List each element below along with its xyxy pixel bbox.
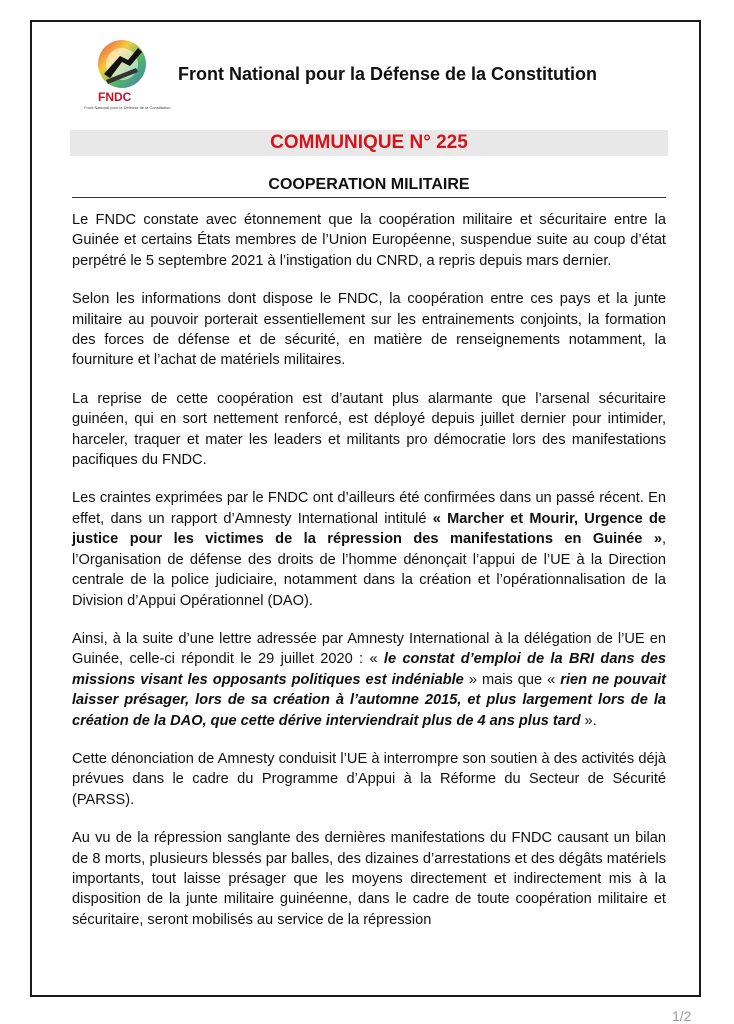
subject-heading: COOPERATION MILITAIRE [72,176,666,198]
paragraph-5-mid: » mais que « [463,671,561,688]
report-title: « Marcher et Mourir, Urgence de justice pour les victimes de la répression des manifestations en Guinée » [72,510,666,548]
paragraph-4-rest: , l’Organisation de défense des droits de l’homme dénonçait l’appui de l’UE à la Direction centrale de la police judiciaire, notamment dans la création et l’opérationnalisation de la Division d’Appui Opérationnel (DAO). [72,531,666,609]
quote-1: le constat d’emploi de la BRI dans des missions visant les opposants politiques est indéniable [72,651,666,688]
paragraph-4-intro: Les craintes exprimées par le FNDC ont d’ailleurs été confirmées dans un passé récent. En effet, dans un rapport d’Amnesty International intitulé [72,490,666,527]
paragraph-5-intro: Ainsi, à la suite d’une lettre adressée par Amnesty International à la délégation de l’UE en Guinée, celle-ci répondit le 29 juillet 2020 : « [72,630,666,668]
paragraph-2: Selon les informations dont dispose le FNDC, la coopération entre ces pays et la junte militaire au pouvoir porterait essentiellement sur les entrainements conjoints, la formation des forces de défense et de sécurité, en matière de renseignements notamment, la fourniture et l’achat de matériels militaires. [72,291,666,369]
quote-2: rien ne pouvait laisser présager, lors de sa création à l’automne 2015, et plus largement lors de la création de la DAO, que cette dérive interviendrait plus de 4 ans plus tard [72,671,667,729]
page-frame [30,20,701,997]
paragraph-1: Le FNDC constate avec étonnement que la coopération militaire et sécuritaire entre la Guinée et certains États membres de l’Union Européenne, suspendue suite au coup d’état perpétré le 5 septembre 2021 à l’instigation du CNRD, a repris depuis mars dernier. [72,212,666,269]
document-body [72,210,666,948]
organization-name: Front National pour la Défense de la Constitution [178,64,598,84]
paragraph-4 [72,488,666,610]
paragraph-5 [72,629,666,731]
paragraph-3: La reprise de cette coopération est d’autant plus alarmante que l’arsenal sécuritaire guinéen, qui en sort nettement renforcé, est déployé depuis juillet dernier pour intimider, harceler, traquer et mater les leaders et militants pro démocratie lors des manifestations pacifiques du FNDC. [72,390,666,469]
page-indicator: 1/2 [672,1008,692,1024]
logo-tagline: Front National pour la Défense de la Constitution [84,105,171,110]
paragraph-5-end: ». [580,712,597,729]
paragraph-7: Au vu de la répression sanglante des dernières manifestations du FNDC causant un bilan de 8 morts, plusieurs blessés par balles, des dizaines d’arrestations et des dégâts matériels importants, tout laisse présager que les moyens directement et indirectement mis à la disposition de la junte militaire guinéenne, dans le cadre de toute coopération militaire et sécuritaire, seront mobilisés au service de la répression [72,830,666,928]
logo-text: FNDC [98,90,132,104]
paragraph-6: Cette dénonciation de Amnesty conduisit l’UE à interrompre son soutien à des activités déjà prévues dans le cadre du Programme d’Appui à la Réforme du Secteur de Sécurité (PARSS). [72,750,666,808]
communique-title: COMMUNIQUE N° 225 [270,132,468,153]
communique-banner [70,130,668,156]
fndc-logo [80,34,171,124]
